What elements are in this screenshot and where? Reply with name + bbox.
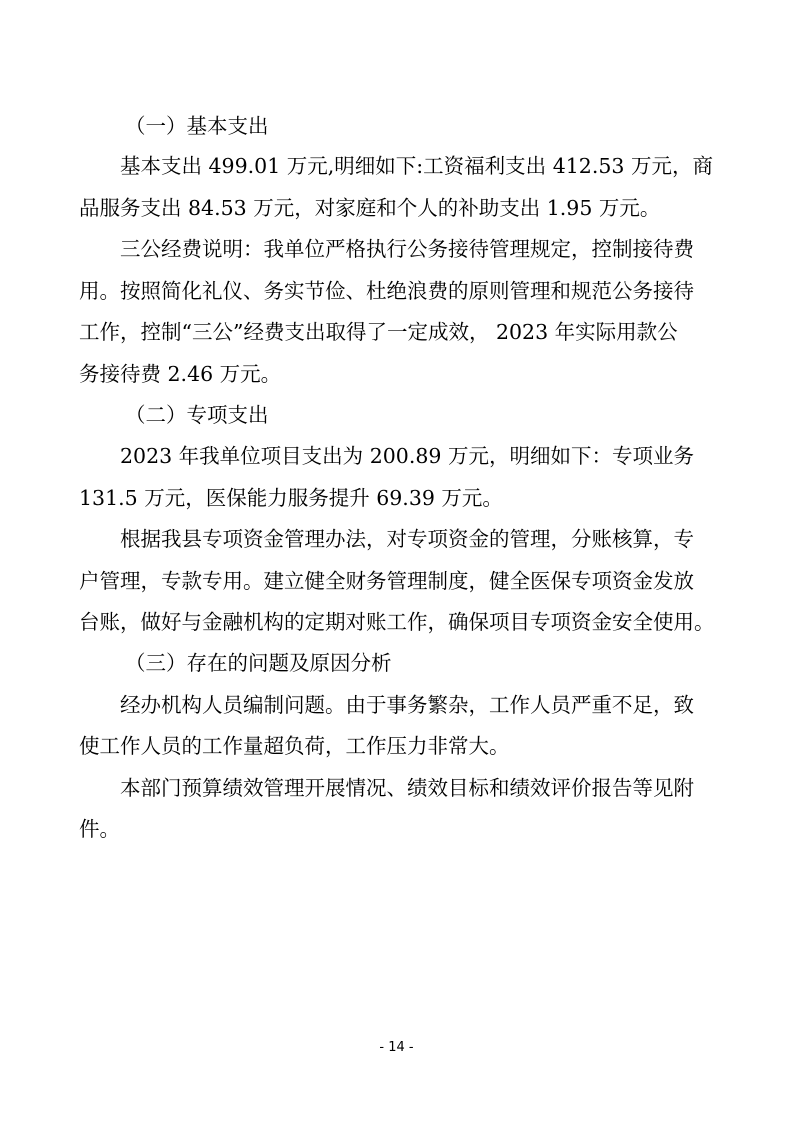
paragraph-line: 三公经费说明：我单位严格执行公务接待管理规定，控制接待费 — [120, 237, 694, 261]
paragraph-line: 根据我县专项资金管理办法，对专项资金的管理，分账核算，专 — [120, 527, 694, 551]
paragraph-line: 基本支出 499.01 万元,明细如下:工资福利支出 412.53 万元，商 — [120, 154, 713, 178]
paragraph-line: 户管理，专款专用。建立健全财务管理制度，健全医保专项资金发放 — [79, 569, 694, 593]
paragraph-line: 件。 — [79, 817, 120, 841]
page-number: - 14 - — [379, 1040, 414, 1055]
paragraph-line: 使工作人员的工作量超负荷，工作压力非常大。 — [79, 734, 510, 758]
paragraph-line: 本部门预算绩效管理开展情况、绩效目标和绩效评价报告等见附 — [120, 776, 694, 800]
paragraph-line: 经办机构人员编制问题。由于事务繁杂，工作人员严重不足，致 — [120, 693, 694, 717]
paragraph-line: 用。按照简化礼仪、务实节俭、杜绝浪费的原则管理和规范公务接待 — [79, 279, 694, 303]
paragraph-line: 品服务支出 84.53 万元，对家庭和个人的补助支出 1.95 万元。 — [79, 196, 661, 220]
paragraph-line: 台账，做好与金融机构的定期对账工作，确保项目专项资金安全使用。 — [79, 610, 715, 634]
paragraph-line: 务接待费 2.46 万元。 — [79, 362, 282, 386]
paragraph-line: 131.5 万元，医保能力服务提升 69.39 万元。 — [79, 486, 503, 510]
section-heading-problems: （三）存在的问题及原因分析 — [125, 651, 392, 675]
paragraph-line: 工作，控制“三公”经费支出取得了一定成效， 2023 年实际用款公 — [79, 320, 678, 344]
paragraph-line: 2023 年我单位项目支出为 200.89 万元，明细如下：专项业务 — [120, 444, 694, 468]
section-heading-special-expenditure: （二）专项支出 — [125, 403, 269, 427]
section-heading-basic-expenditure: （一）基本支出 — [125, 114, 269, 138]
